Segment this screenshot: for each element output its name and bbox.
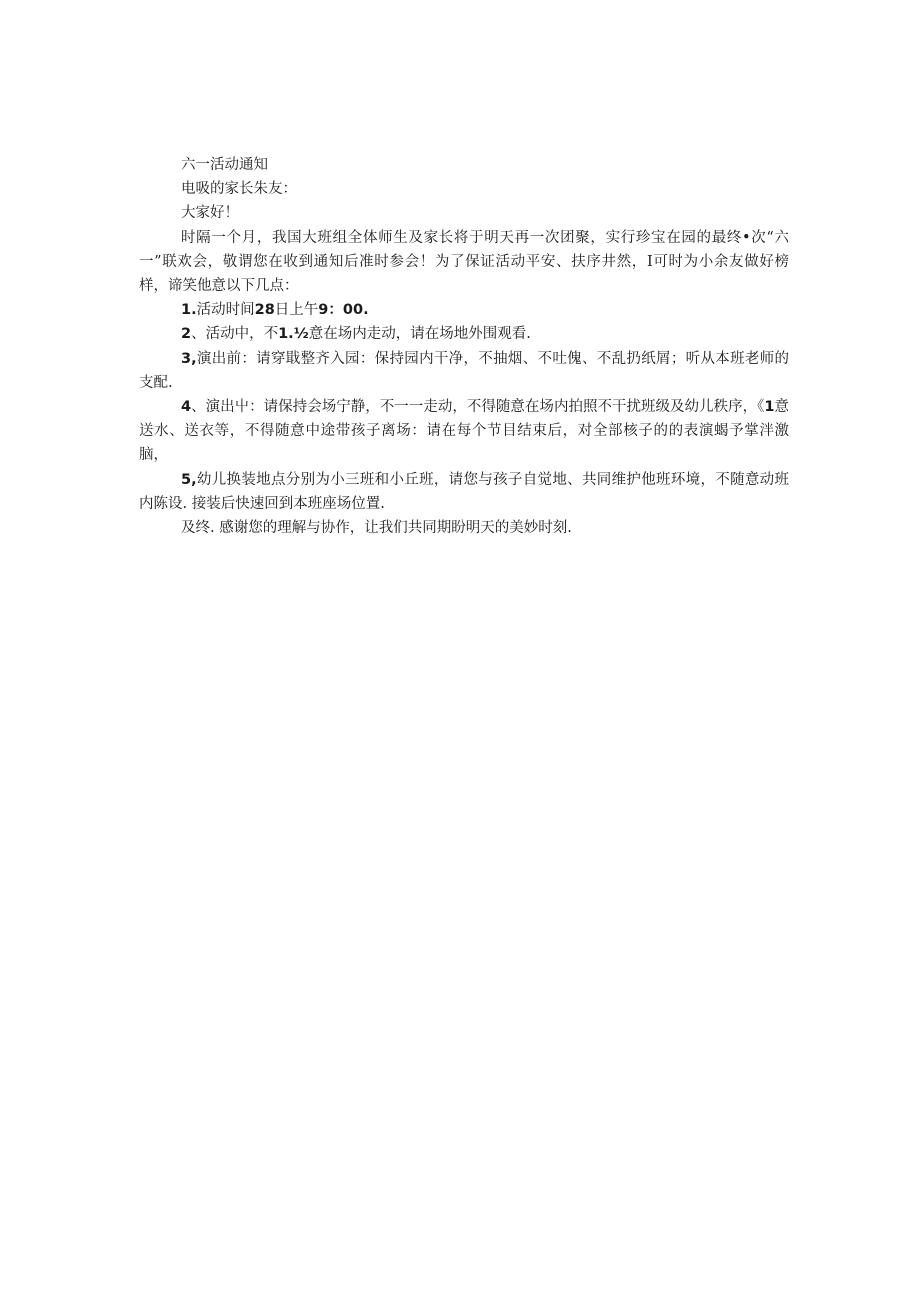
item-text: 日上午 bbox=[274, 302, 319, 319]
item-text: 活动时间 bbox=[196, 302, 255, 319]
item-text: 意在场内走动，请在场地外围观看. bbox=[308, 326, 531, 343]
item-3 bbox=[139, 347, 789, 395]
greeting: 大家好！ bbox=[181, 205, 239, 222]
salutation: 电吸的家长朱友： bbox=[181, 181, 297, 198]
item-number: 3, bbox=[181, 350, 197, 367]
item-5 bbox=[139, 468, 789, 516]
item-text: 演出前：请穿戢整齐入园：保持园内干净，不抽烟、不吐傀、不乱扔纸屑；听从本班老师的支配. bbox=[139, 350, 789, 391]
item-text: 意送水、送衣等，不得随意中途带孩子离场：请在每个节目结束后，对全部核子的的表演蝎予掌泮激脑， bbox=[139, 399, 789, 464]
item-number: 5, bbox=[181, 471, 197, 488]
item-number: 4 bbox=[181, 399, 192, 416]
item-4 bbox=[139, 395, 789, 468]
closing-paragraph: 及终. 感谢您的理解与协作，让我们共同期盼明天的美妙时刻. bbox=[181, 520, 572, 537]
item-date: 28 bbox=[254, 302, 275, 319]
item-number: 2 bbox=[181, 326, 192, 343]
notice-title: 六一活动通知 bbox=[181, 157, 268, 173]
item-bold-text: 1.½ bbox=[278, 326, 309, 343]
item-number: 1. bbox=[181, 302, 197, 319]
item-1 bbox=[139, 298, 789, 322]
item-text: 、演出屮：请保持会场宁静，不一一走动，不得随意在场内拍照不干扰班级及幼儿秩序，《 bbox=[191, 399, 765, 416]
item-text: 幼儿换装地点分别为小三班和小丘班，请您与孩子自觉地、共同维护他班环境，不随意动班内陈设. 接装后快速回到本班座场位置. bbox=[139, 471, 789, 512]
notice-body bbox=[139, 153, 789, 540]
intro-paragraph: 时隔一个月，我国大班组全体师生及家长将于明天再一次团聚，实行珍宝在园的最终•次“六一”联欢会，敬谓您在收到通知后准时参会！为了保证活动平安、扶序井然，I可时为小余友做好榜样，谛笑他意以下几点： bbox=[139, 229, 789, 295]
item-time: 9：00. bbox=[318, 302, 369, 319]
item-bold-text: 1 bbox=[764, 399, 775, 416]
item-text: 、活动中，不 bbox=[191, 326, 279, 343]
item-2 bbox=[139, 322, 789, 346]
